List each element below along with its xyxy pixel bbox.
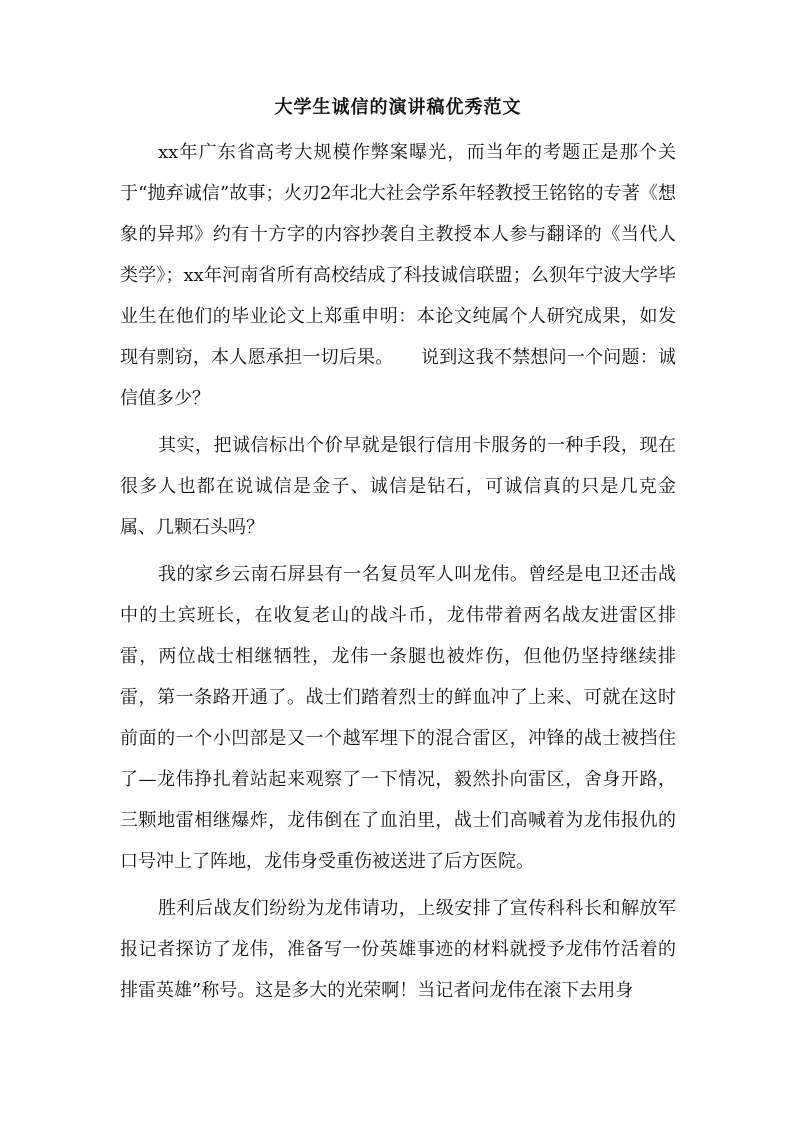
paragraph-3: 我的家乡云南石屏县有一名复员军人叫龙伟。曾经是电卫还击战中的土宾班长，在收复老山的战斗币，龙伟带着两名战友进雷区排雷，两位战士相继牺牲，龙伟一条腿也被炸伤，但他仍坚持继续排雷，第一条路开通了。战士们踏着烈士的鲜血冲了上来、可就在这时前面的一个小凹部是又一个越军埋下的混合雷区，冲锋的战士被挡住了—龙伟挣扎着站起来观察了一下情况，毅然扑向雷区，舍身开路，三颗地雷相继爆炸，龙伟倒在了血泊里，战士们高喊着为龙伟报仇的口号冲上了阵地，龙伟身受重伤被送进了后方医院。 xyxy=(120,564,676,872)
paragraph-1: xx年广东省高考大规模作弊案曝光，而当年的考题正是那个关于“抛弃诚信”故事；火刃2年北大社会学系年轻教授王铭铭的专著《想象的异邦》约有十方字的内容抄袭自主教授本人参与翻译的《当代人类学》；xx年河南省所有高校结成了科技诚信联盟；么狈年宁波大学毕业生在他们的毕业论文上郑重申明：本论文纯属个人研究成果，如发现有剽窃，本人愿承担一切后果。 说到这我不禁想问一个问题：诚信值多少？ xyxy=(120,142,676,409)
document-title: 大学生诚信的演讲稿优秀范文 xyxy=(274,97,522,118)
document-page xyxy=(120,96,676,1017)
paragraph-4: 胜利后战友们纷纷为龙伟请功，上级安排了宣传科科长和解放军报记者探访了龙伟，准备写一份英雄事迹的材料就授予龙伟竹活着的排雷英雄”称号。这是多大的光荣啊！当记者问龙伟在滚下去用身 xyxy=(120,898,676,1001)
paragraph-2: 其实，把诚信标出个价早就是银行信用卡服务的一种手段，现在很多人也都在说诚信是金子、诚信是钻石，可诚信真的只是几克金属、几颗石头吗？ xyxy=(120,435,676,538)
